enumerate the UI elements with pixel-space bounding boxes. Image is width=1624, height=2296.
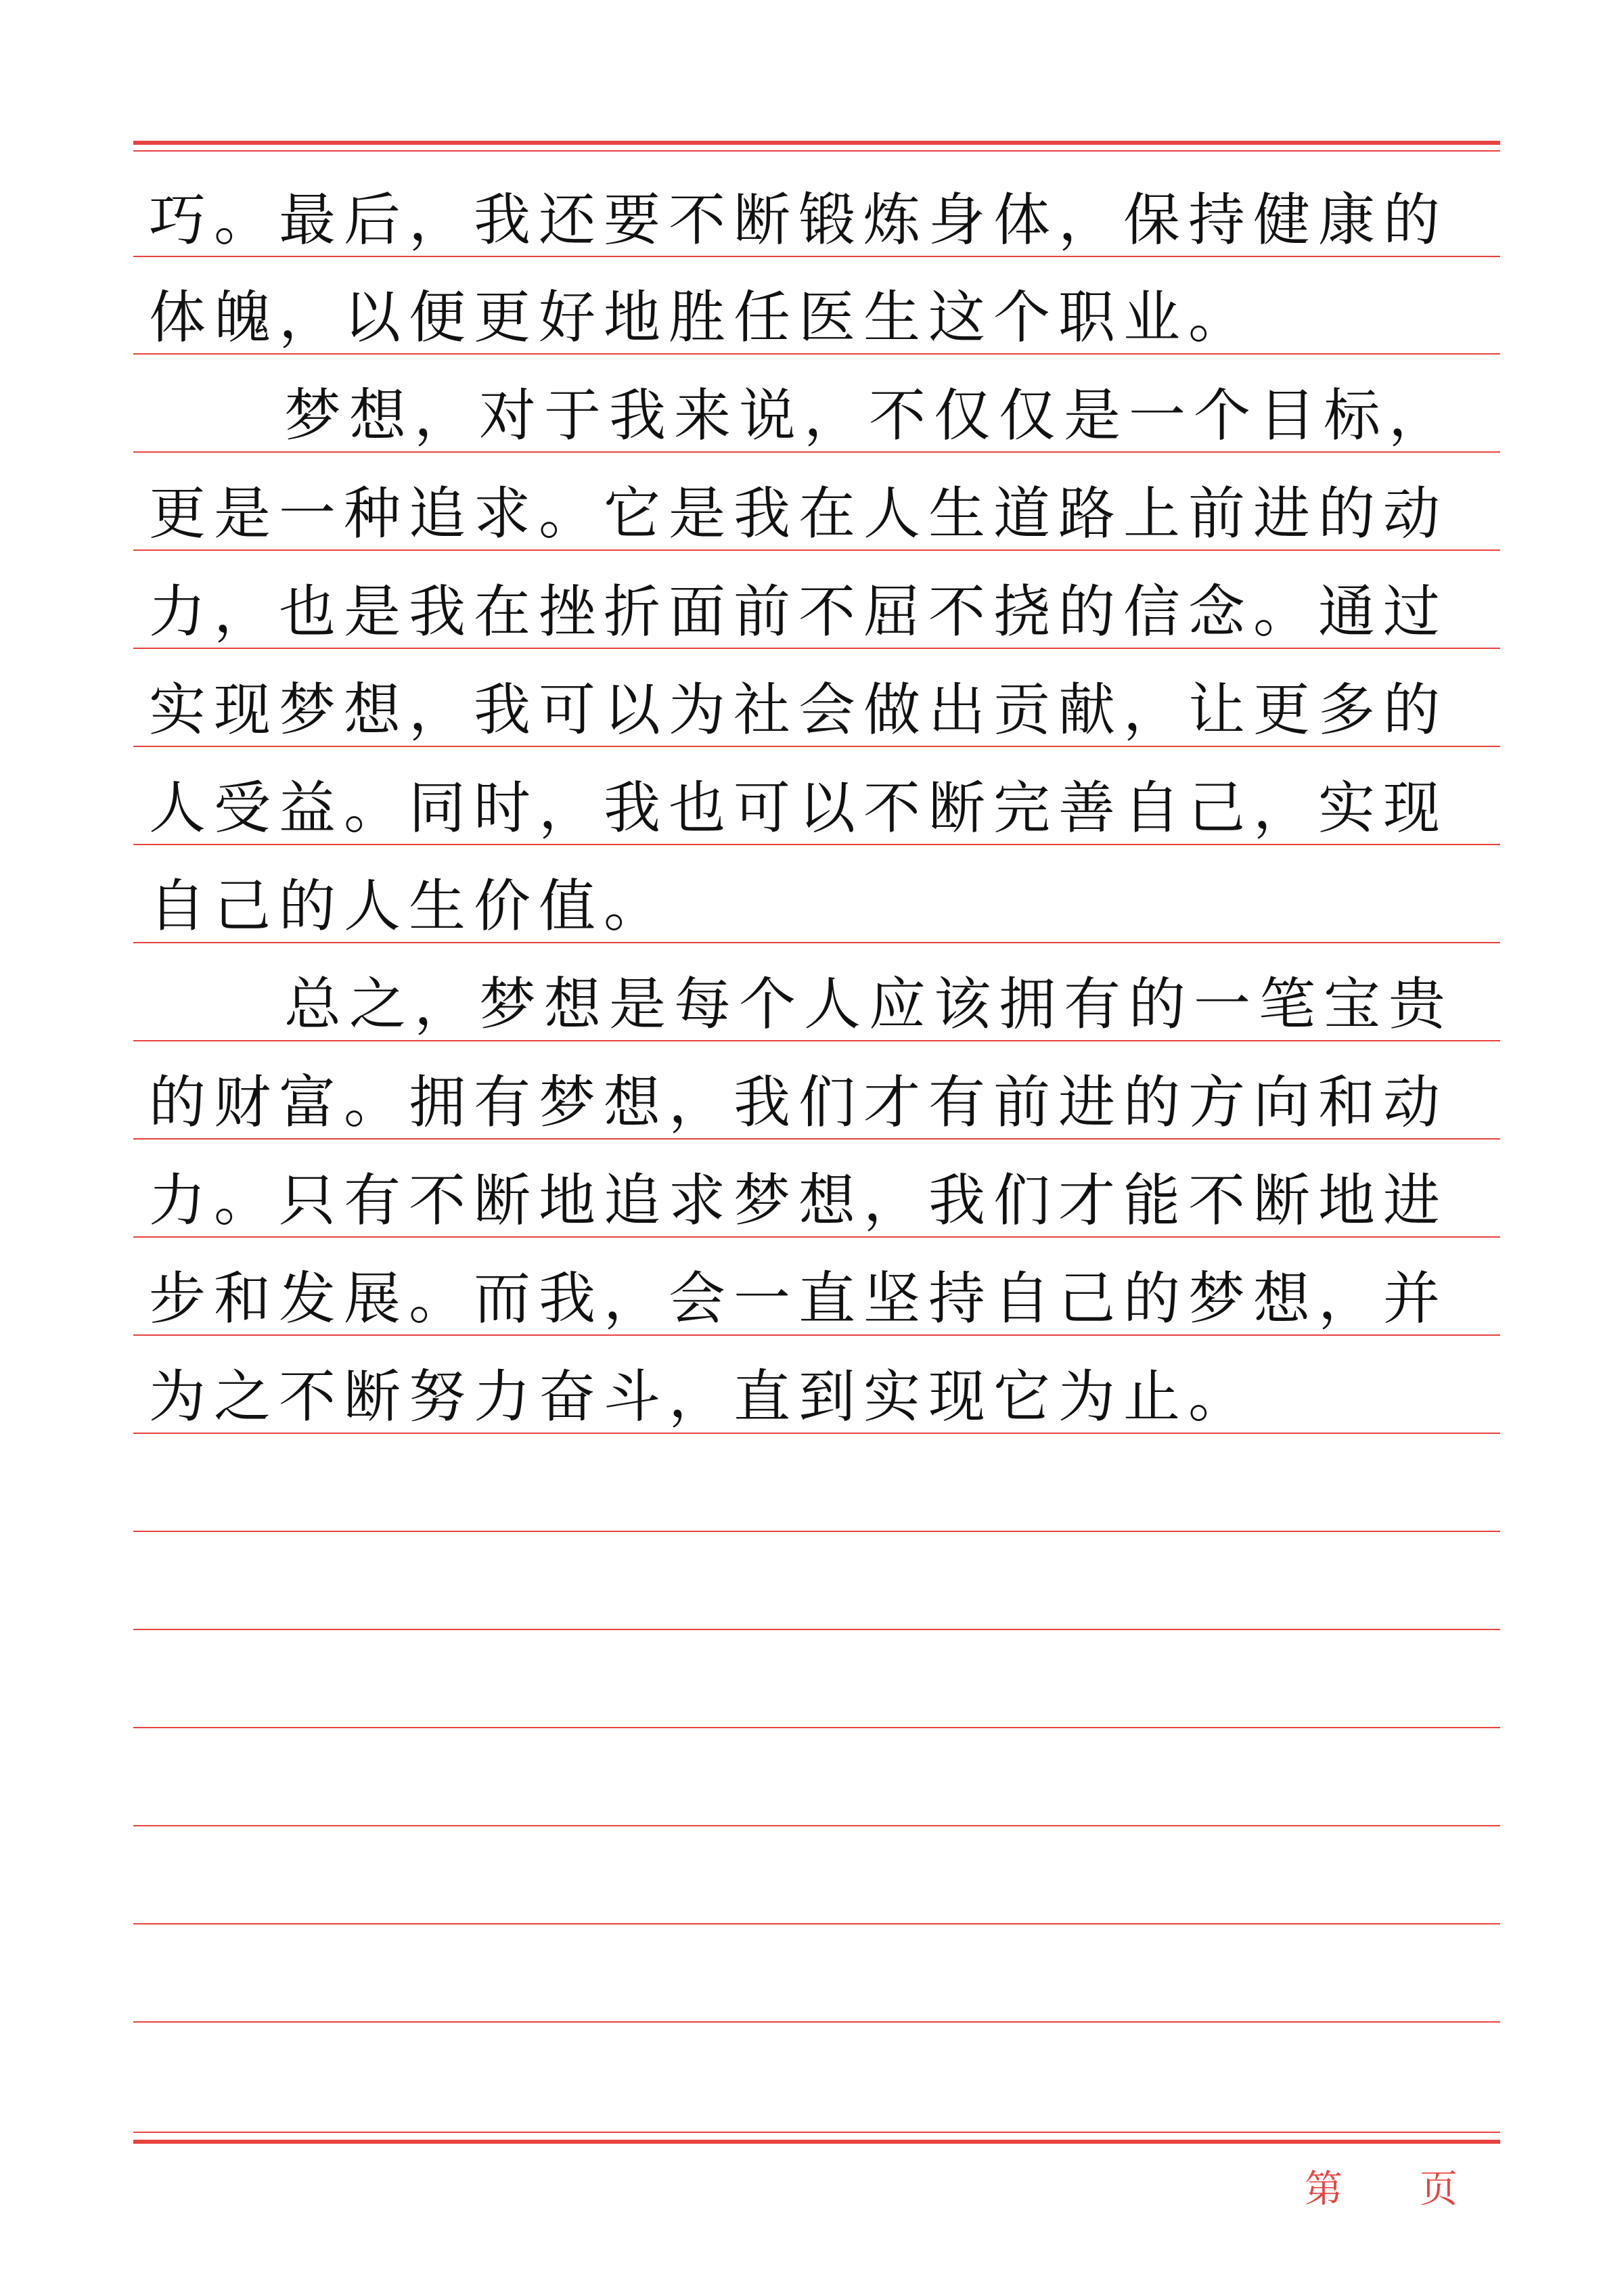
text-line-10: 的财富。拥有梦想，我们才有前进的方向和动 [149,1069,1449,1135]
page-label-suffix: 页 [1420,2167,1458,2211]
text-line-3: 梦想，对于我来说，不仅仅是一个目标， [284,382,1454,449]
top-double-rule-lower [133,150,1500,152]
writing-line-rule [133,1531,1500,1532]
writing-line-rule [133,1629,1500,1630]
text-line-13: 为之不断努力奋斗，直到实现它为止。 [149,1364,1254,1430]
writing-line-rule [133,1825,1500,1826]
text-line-2: 体魄，以便更好地胜任医生这个职业。 [149,284,1254,351]
writing-line-rule [133,2021,1500,2023]
text-line-6: 实现梦想，我可以为社会做出贡献，让更多的 [149,677,1449,743]
text-line-7: 人受益。同时，我也可以不断完善自己，实现 [149,775,1449,841]
text-line-12: 步和发展。而我，会一直坚持自己的梦想，并 [149,1265,1449,1332]
text-line-5: 力，也是我在挫折面前不屈不挠的信念。通过 [149,579,1449,645]
top-double-rule-upper [133,141,1500,145]
text-line-1: 巧。最后，我还要不断锻炼身体，保持健康的 [149,187,1449,253]
bottom-double-rule-upper [133,2132,1500,2133]
writing-line-rule [133,1727,1500,1728]
text-line-9: 总之，梦想是每个人应该拥有的一笔宝贵 [284,971,1454,1037]
bottom-double-rule-lower [133,2140,1500,2144]
text-line-8: 自己的人生价值。 [149,873,669,939]
text-line-11: 力。只有不断地追求梦想，我们才能不断地进 [149,1167,1449,1234]
writing-line-rule [133,1923,1500,1924]
page-label-prefix: 第 [1305,2167,1343,2211]
text-line-4: 更是一种追求。它是我在人生道路上前进的动 [149,480,1449,547]
